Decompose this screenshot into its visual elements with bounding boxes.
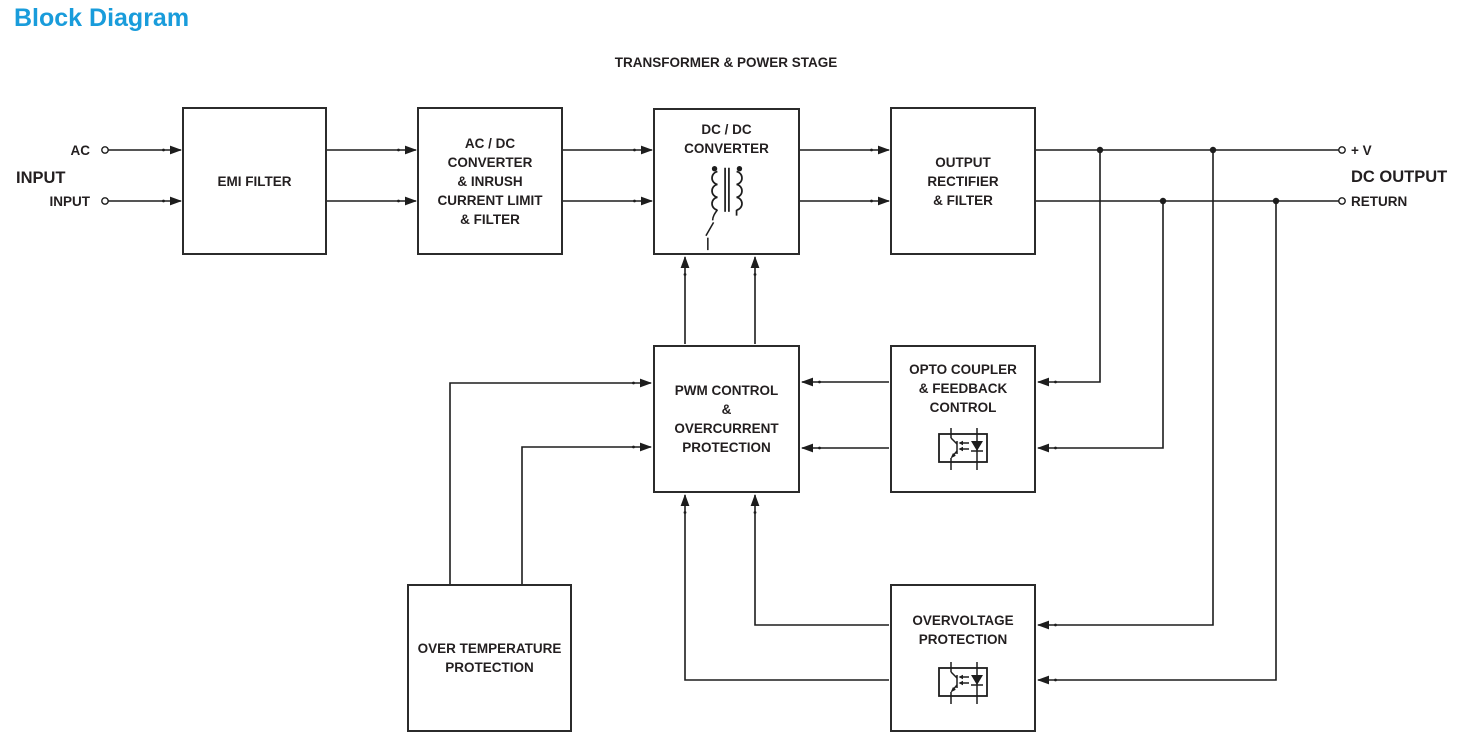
plus-v-label: + V (1351, 142, 1372, 158)
block-opto-coupler (890, 345, 1036, 493)
wire-plusv-to-overvoltage (1038, 150, 1213, 625)
wire-plusv-to-opto (1038, 150, 1100, 382)
junction-dots (1097, 147, 1279, 204)
plus-v-terminal-icon (1339, 147, 1345, 153)
wire-overtemp-to-pwm-bottom (522, 447, 651, 584)
wire-overtemp-to-pwm-top (450, 383, 651, 584)
return-label: RETURN (1351, 194, 1408, 209)
block-ac-dc-converter (417, 107, 563, 255)
block-label: PWM CONTROL (674, 383, 779, 398)
transformer-stage-label (576, 54, 876, 71)
ac-terminal-icon (102, 147, 108, 153)
input-terminal-icon (102, 198, 108, 204)
block-label: DC / DC (701, 122, 752, 137)
block-label: CURRENT LIMIT (437, 192, 543, 208)
block-label: AC / DC (464, 135, 516, 151)
block-label: & FILTER (460, 211, 520, 227)
ac-input-label: AC (70, 142, 90, 158)
optocoupler-icon (932, 659, 994, 707)
block-label: & (721, 402, 732, 417)
block-label: OVER TEMPERATURE (417, 641, 562, 656)
wire-return-to-overvoltage (1038, 201, 1276, 680)
transformer-stage-line1: TRANSFORMER (614, 55, 720, 70)
return-terminal-icon (1339, 198, 1345, 204)
dc-output-group-label: DC OUTPUT (1351, 168, 1448, 186)
block-label: CONVERTER (684, 141, 769, 156)
page-title: Block Diagram (14, 4, 190, 32)
block-over-temperature (407, 584, 572, 732)
block-label: PROTECTION (445, 660, 534, 675)
block-label: PROTECTION (682, 440, 771, 455)
block-label: PROTECTION (918, 632, 1008, 647)
wire-overvoltage-to-pwm-left (685, 495, 889, 680)
block-label: OPTO COUPLER (909, 362, 1017, 377)
block-label: & FEEDBACK (918, 381, 1008, 396)
block-pwm-control (653, 345, 800, 493)
optocoupler-icon (932, 425, 994, 473)
wire-overvoltage-to-pwm-right (755, 495, 889, 625)
input-group-label: INPUT (16, 169, 66, 187)
block-label: CONTROL (929, 400, 997, 415)
block-label: CONVERTER (447, 154, 533, 170)
block-label: EMI FILTER (217, 173, 292, 189)
block-emi-filter (182, 107, 327, 255)
block-overvoltage (890, 584, 1036, 732)
block-label: RECTIFIER (927, 173, 999, 189)
block-label: OVERVOLTAGE (912, 613, 1014, 628)
block-label: & INRUSH (457, 173, 523, 189)
input-line-label: INPUT (49, 194, 90, 209)
block-dc-dc-converter (653, 108, 800, 255)
block-label: & FILTER (933, 192, 993, 208)
block-label: OUTPUT (935, 154, 991, 170)
transformer-and-switch-icon (702, 162, 752, 253)
block-output-rectifier (890, 107, 1036, 255)
transformer-stage-line2: & POWER STAGE (723, 55, 838, 70)
block-label: OVERCURRENT (674, 421, 779, 436)
